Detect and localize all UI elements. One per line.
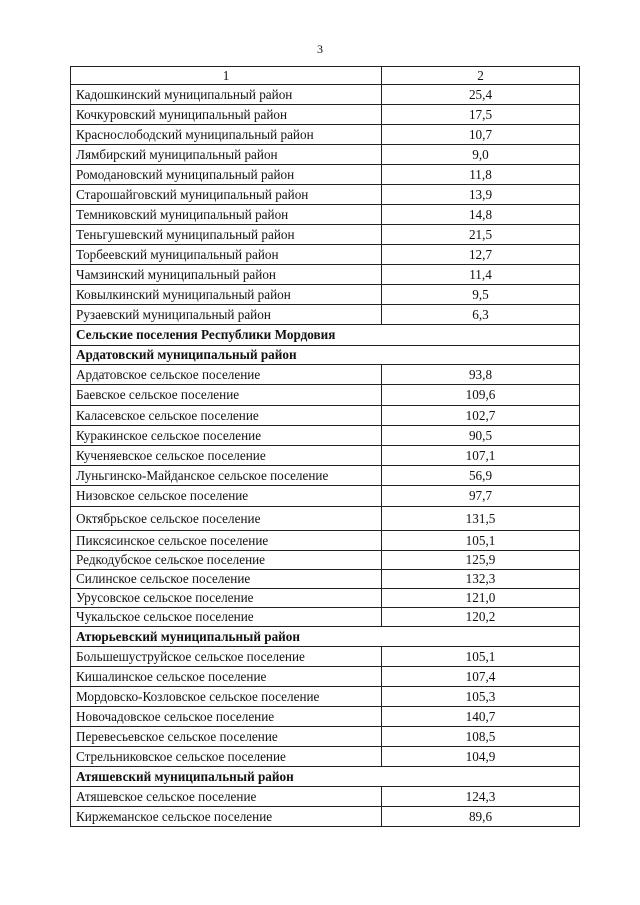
- row-name: Большешуструйское сельское поселение: [71, 647, 382, 667]
- row-name: Торбеевский муниципальный район: [71, 245, 382, 265]
- table-row: [71, 608, 580, 627]
- table-row: [71, 507, 580, 531]
- table-row: [71, 305, 580, 325]
- row-name: Ромодановский муниципальный район: [71, 165, 382, 185]
- row-value: 102,7: [382, 406, 580, 426]
- table-row: [71, 787, 580, 807]
- table-row: [71, 807, 580, 827]
- row-name: Луньгинско-Майданское сельское поселение: [71, 466, 382, 486]
- data-table: [70, 66, 580, 827]
- row-name: Краснослободский муниципальный район: [71, 125, 382, 145]
- row-value: 10,7: [382, 125, 580, 145]
- table-row: [71, 185, 580, 205]
- row-value: 56,9: [382, 466, 580, 486]
- row-value: 6,3: [382, 305, 580, 325]
- table-row: [71, 85, 580, 105]
- table-row: [71, 406, 580, 426]
- section-header-row: [71, 325, 580, 346]
- row-name: Баевское сельское поселение: [71, 385, 382, 406]
- row-value: 124,3: [382, 787, 580, 807]
- table-row: [71, 727, 580, 747]
- row-value: 12,7: [382, 245, 580, 265]
- table-row: [71, 446, 580, 466]
- row-value: 105,3: [382, 687, 580, 707]
- row-value: 21,5: [382, 225, 580, 245]
- table-row: [71, 365, 580, 385]
- row-value: 11,4: [382, 265, 580, 285]
- table-row: [71, 265, 580, 285]
- row-value: 25,4: [382, 85, 580, 105]
- column-header-2: 2: [382, 67, 580, 85]
- row-name: Пиксясинское сельское поселение: [71, 531, 382, 551]
- section-title: Ардатовский муниципальный район: [71, 346, 580, 365]
- table-row: [71, 145, 580, 165]
- row-name: Мордовско-Козловское сельское поселение: [71, 687, 382, 707]
- table-row: [71, 570, 580, 589]
- row-value: 140,7: [382, 707, 580, 727]
- row-name: Темниковский муниципальный район: [71, 205, 382, 225]
- row-name: Чукальское сельское поселение: [71, 608, 382, 627]
- row-value: 93,8: [382, 365, 580, 385]
- table-row: [71, 589, 580, 608]
- table-row: [71, 426, 580, 446]
- row-value: 108,5: [382, 727, 580, 747]
- row-name: Атяшевское сельское поселение: [71, 787, 382, 807]
- row-value: 90,5: [382, 426, 580, 446]
- row-value: 132,3: [382, 570, 580, 589]
- section-header-row: [71, 767, 580, 787]
- table-header-row: [71, 67, 580, 85]
- row-value: 105,1: [382, 531, 580, 551]
- row-name: Кочкуровский муниципальный район: [71, 105, 382, 125]
- row-name: Ковылкинский муниципальный район: [71, 285, 382, 305]
- row-name: Силинское сельское поселение: [71, 570, 382, 589]
- table-row: [71, 466, 580, 486]
- row-value: 109,6: [382, 385, 580, 406]
- row-value: 131,5: [382, 507, 580, 531]
- section-header-row: [71, 627, 580, 647]
- row-name: Старошайговский муниципальный район: [71, 185, 382, 205]
- row-value: 17,5: [382, 105, 580, 125]
- section-title: Атюрьевский муниципальный район: [71, 627, 580, 647]
- row-name: Новочадовское сельское поселение: [71, 707, 382, 727]
- table-row: [71, 285, 580, 305]
- row-value: 9,5: [382, 285, 580, 305]
- table-row: [71, 486, 580, 507]
- row-name: Кученяевское сельское поселение: [71, 446, 382, 466]
- section-title: Сельские поселения Республики Мордовия: [71, 325, 580, 346]
- row-value: 14,8: [382, 205, 580, 225]
- row-value: 97,7: [382, 486, 580, 507]
- row-name: Кадошкинский муниципальный район: [71, 85, 382, 105]
- row-name: Октябрьское сельское поселение: [71, 507, 382, 531]
- row-value: 125,9: [382, 551, 580, 570]
- row-value: 107,4: [382, 667, 580, 687]
- table-row: [71, 667, 580, 687]
- row-name: Ардатовское сельское поселение: [71, 365, 382, 385]
- row-value: 9,0: [382, 145, 580, 165]
- row-name: Киржеманское сельское поселение: [71, 807, 382, 827]
- row-value: 104,9: [382, 747, 580, 767]
- table-row: [71, 747, 580, 767]
- row-value: 105,1: [382, 647, 580, 667]
- table-row: [71, 385, 580, 406]
- row-value: 107,1: [382, 446, 580, 466]
- table-row: [71, 105, 580, 125]
- table-row: [71, 531, 580, 551]
- row-value: 121,0: [382, 589, 580, 608]
- table-row: [71, 647, 580, 667]
- row-name: Перевесьевское сельское поселение: [71, 727, 382, 747]
- column-header-1: 1: [71, 67, 382, 85]
- row-name: Лямбирский муниципальный район: [71, 145, 382, 165]
- table-row: [71, 125, 580, 145]
- section-title: Атяшевский муниципальный район: [71, 767, 580, 787]
- table-row: [71, 205, 580, 225]
- table-row: [71, 245, 580, 265]
- row-name: Урусовское сельское поселение: [71, 589, 382, 608]
- row-name: Куракинское сельское поселение: [71, 426, 382, 446]
- table-row: [71, 707, 580, 727]
- row-value: 11,8: [382, 165, 580, 185]
- row-value: 13,9: [382, 185, 580, 205]
- row-value: 120,2: [382, 608, 580, 627]
- table-row: [71, 225, 580, 245]
- row-name: Кишалинское сельское поселение: [71, 667, 382, 687]
- row-name: Теньгушевский муниципальный район: [71, 225, 382, 245]
- row-name: Стрельниковское сельское поселение: [71, 747, 382, 767]
- section-header-row: [71, 346, 580, 365]
- row-name: Низовское сельское поселение: [71, 486, 382, 507]
- table-row: [71, 551, 580, 570]
- table-row: [71, 687, 580, 707]
- row-name: Редкодубское сельское поселение: [71, 551, 382, 570]
- row-value: 89,6: [382, 807, 580, 827]
- row-name: Рузаевский муниципальный район: [71, 305, 382, 325]
- table-row: [71, 165, 580, 185]
- row-name: Каласевское сельское поселение: [71, 406, 382, 426]
- page-number: 3: [317, 42, 323, 56]
- row-name: Чамзинский муниципальный район: [71, 265, 382, 285]
